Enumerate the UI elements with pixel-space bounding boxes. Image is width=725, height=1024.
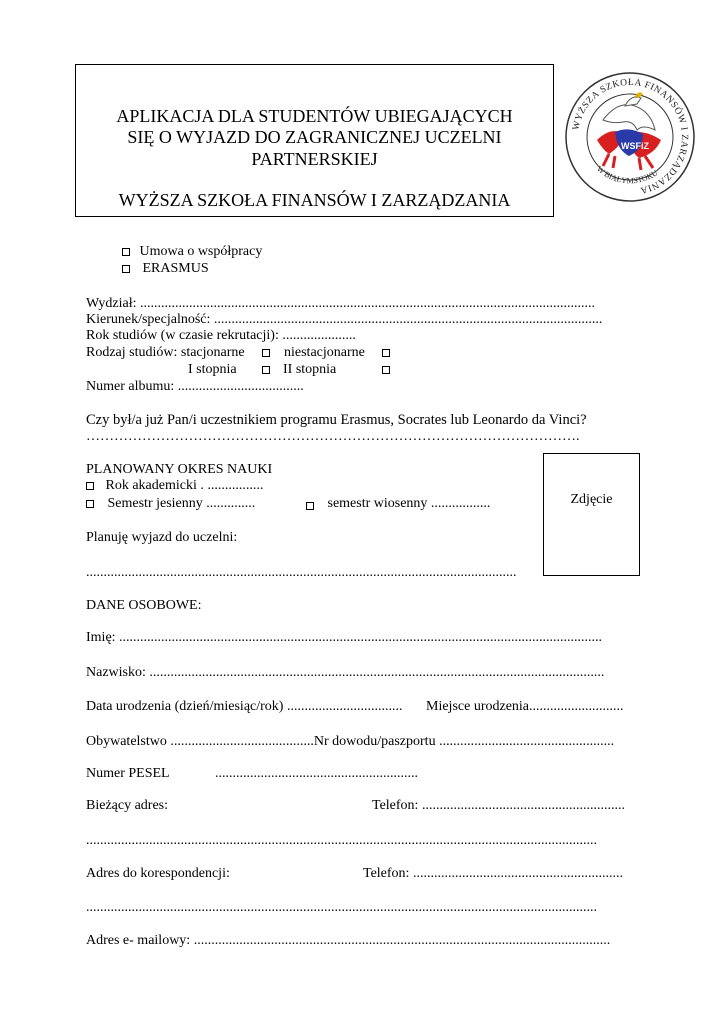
- pesel-label: Numer PESEL: [86, 766, 170, 781]
- field-obywatelstwo-dowod[interactable]: Obywatelstwo .........................................Nr dowodu/paszportu ..................................................: [86, 734, 615, 749]
- field-pesel[interactable]: ..........................................................: [215, 766, 418, 781]
- field-wydzial[interactable]: Wydział: ..................................................................................................................................: [86, 296, 595, 311]
- checkbox-semestr-jesienny[interactable]: [86, 500, 94, 508]
- field-email[interactable]: Adres e- mailowy: .......................................................................................................................: [86, 933, 611, 948]
- title-line-3: PARTNERSKIEJ: [251, 149, 378, 169]
- field-kierunek[interactable]: Kierunek/specjalność: ...............................................................................................................: [86, 312, 603, 327]
- option-semestr-wiosenny[interactable]: semestr wiosenny .................: [306, 496, 490, 512]
- checkbox-semestr-wiosenny[interactable]: [306, 502, 314, 510]
- planuje-field[interactable]: ...........................................................................................................................: [86, 565, 516, 580]
- checkbox-ii-stopnia[interactable]: [382, 366, 390, 374]
- okres-title: PLANOWANY OKRES NAUKI: [86, 462, 273, 477]
- school-logo: [563, 70, 697, 204]
- logo-center-text: WSFiZ: [621, 141, 649, 151]
- niestacjonarne-label: niestacjonarne: [284, 345, 365, 360]
- field-miejsce-urodzenia[interactable]: Miejsce urodzenia...........................: [426, 699, 624, 714]
- logo-ring-text: WYŻSZA SZKOŁA FINANSÓW I ZARZĄDZANIA: [571, 77, 690, 196]
- field-imie[interactable]: Imię: ..........................................................................................................................................: [86, 630, 603, 645]
- planuje-label: Planuję wyjazd do uczelni:: [86, 530, 238, 545]
- field-biezacy-adres[interactable]: ..................................................................................................................................................: [86, 833, 597, 848]
- photo-box: [543, 453, 640, 576]
- checkbox-rok-akademicki[interactable]: [86, 482, 94, 490]
- field-numer-albumu[interactable]: Numer albumu: ....................................: [86, 379, 304, 394]
- field-rok-studiow[interactable]: Rok studiów (w czasie rekrutacji): .....................: [86, 328, 356, 343]
- biezacy-adres-label: Bieżący adres:: [86, 798, 169, 813]
- adres-koresp-label: Adres do korespondencji:: [86, 866, 230, 881]
- checkbox-erasmus[interactable]: [122, 265, 130, 273]
- rodzaj-studiow-label: Rodzaj studiów: stacjonarne: [86, 345, 245, 360]
- option-semestr-jesienny[interactable]: Semestr jesienny ..............: [86, 496, 255, 512]
- checkbox-umowa[interactable]: [122, 248, 130, 256]
- ii-stopnia-label: II stopnia: [283, 362, 337, 377]
- erasmus-answer-field[interactable]: …………………………………………………………………………………………….: [86, 429, 580, 444]
- header-box: [75, 64, 554, 217]
- field-nazwisko[interactable]: Nazwisko: ..................................................................................................................................: [86, 665, 605, 680]
- erasmus-question: Czy był/a już Pan/i uczestnikiem programu Erasmus, Socrates lub Leonardo da Vinci?: [86, 412, 587, 428]
- checkbox-niestacjonarne[interactable]: [382, 349, 390, 357]
- field-telefon-1[interactable]: Telefon: ..........................................................: [372, 798, 625, 813]
- title-line-1: APLIKACJA DLA STUDENTÓW UBIEGAJĄCYCH: [116, 106, 513, 126]
- title-line-2: SIĘ O WYJAZD DO ZAGRANICZNEJ UCZELNI: [127, 127, 502, 147]
- checkbox-stacjonarne[interactable]: [262, 349, 270, 357]
- photo-label: Zdjęcie: [570, 492, 613, 507]
- i-stopnia-label: I stopnia: [188, 362, 237, 377]
- option-umowa[interactable]: Umowa o współpracy: [122, 244, 262, 260]
- field-adres-koresp[interactable]: ..................................................................................................................................................: [86, 900, 597, 915]
- checkbox-i-stopnia[interactable]: [262, 366, 270, 374]
- dane-title: DANE OSOBOWE:: [86, 598, 202, 613]
- option-erasmus[interactable]: ERASMUS: [122, 261, 209, 277]
- school-name: WYŻSZA SZKOŁA FINANSÓW I ZARZĄDZANIA: [118, 190, 511, 210]
- logo-bottom-text: W BIAŁYMSTOKU: [594, 164, 660, 186]
- option-rok-akademicki[interactable]: Rok akademicki . ................: [86, 478, 263, 494]
- field-data-urodzenia[interactable]: Data urodzenia (dzień/miesiąc/rok) .................................: [86, 699, 403, 714]
- field-telefon-2[interactable]: Telefon: ............................................................: [363, 866, 623, 881]
